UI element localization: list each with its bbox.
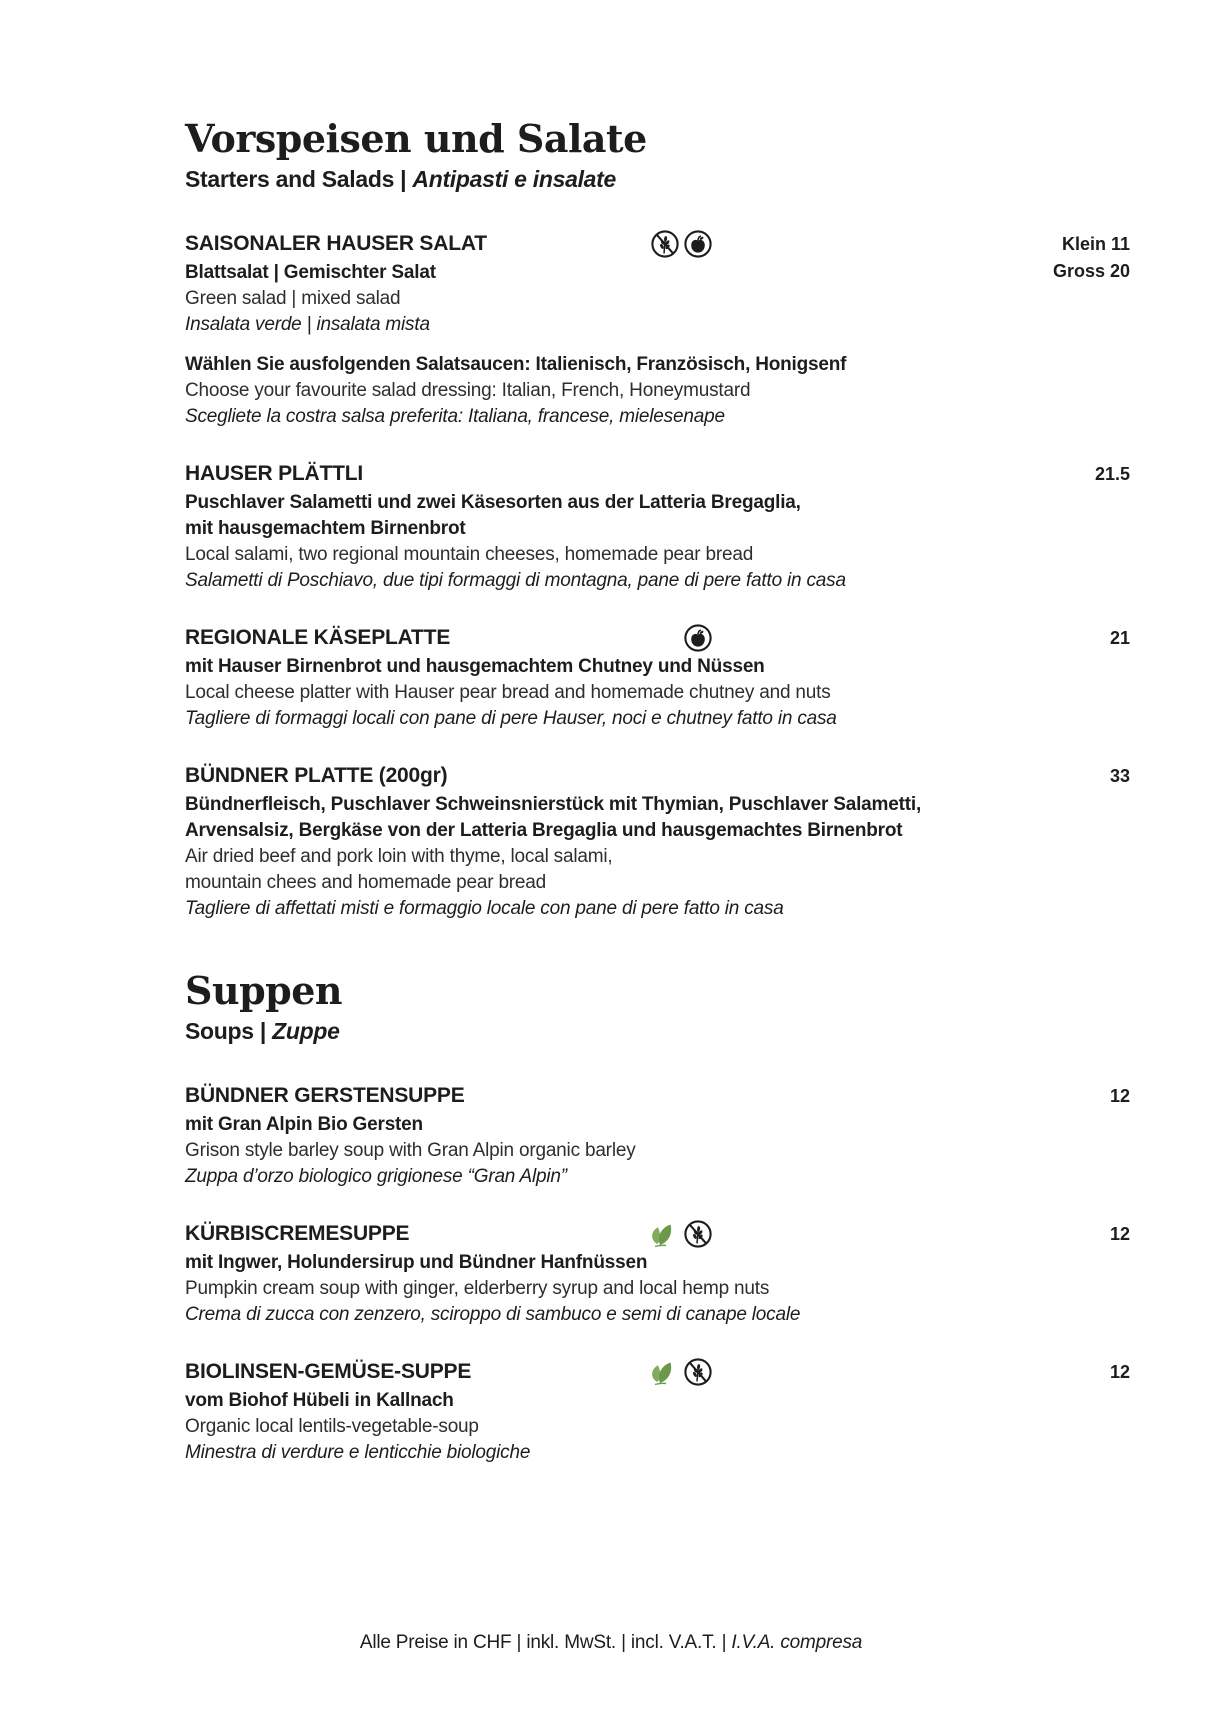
description-de: mit Gran Alpin Bio Gersten bbox=[185, 1114, 423, 1135]
description-it: Insalata verde | insalata mista bbox=[185, 314, 430, 335]
menu-item-regionale-kaeseplatte bbox=[185, 624, 1130, 732]
description-de: Puschlaver Salametti und zwei Käsesorten aus der Latteria Bregaglia, bbox=[185, 492, 801, 513]
menu-item-header bbox=[185, 1082, 1130, 1112]
diet-icons bbox=[637, 1219, 713, 1249]
description-en: Organic local lentils-vegetable-soup bbox=[185, 1416, 479, 1437]
note-en: Choose your favourite salad dressing: Italian, French, Honeymustard bbox=[185, 380, 751, 401]
vegan-leaves-icon bbox=[646, 1219, 680, 1249]
gluten-free-icon bbox=[683, 1219, 713, 1249]
note-de: Wählen Sie ausfolgenden Salatsaucen: Italienisch, Französisch, Honigsenf bbox=[185, 354, 847, 375]
menu-item-header bbox=[185, 460, 1130, 490]
menu-item-buendner-gerstensuppe bbox=[185, 1082, 1130, 1190]
gluten-free-icon bbox=[650, 229, 680, 259]
description-it: Zuppa d’orzo biologico grigionese “Gran Alpin” bbox=[185, 1166, 567, 1187]
description-it: Tagliere di affettati misti e formaggio locale con pane di pere fatto in casa bbox=[185, 898, 784, 919]
section-title: Suppen bbox=[185, 968, 343, 1013]
menu-item-header bbox=[185, 624, 1130, 654]
price-large: Gross 20 bbox=[1052, 261, 1130, 281]
description-de: Arvensalsiz, Bergkäse von der Latteria Bregaglia und hausgemachtes Birnenbrot bbox=[185, 820, 903, 841]
menu-item-title: SAISONALER HAUSER SALAT bbox=[185, 232, 487, 255]
price: 12 bbox=[1109, 1362, 1130, 1382]
footer-price-note bbox=[0, 1632, 1222, 1654]
price-small: Klein 11 bbox=[1061, 234, 1130, 254]
vegetarian-apple-icon bbox=[683, 229, 713, 259]
menu-item-header bbox=[185, 1220, 1130, 1250]
diet-icons bbox=[637, 623, 713, 653]
subtitle-plain: Starters and Salads | bbox=[185, 166, 413, 192]
section-title: Vorspeisen und Salate bbox=[185, 116, 647, 161]
section-subtitle bbox=[185, 1016, 1130, 1046]
section-starters bbox=[185, 118, 1130, 922]
price: 33 bbox=[1109, 766, 1130, 786]
price: 21 bbox=[1109, 628, 1130, 648]
description-de: mit hausgemachtem Birnenbrot bbox=[185, 518, 466, 539]
description-de: Bündnerfleisch, Puschlaver Schweinsnierstück mit Thymian, Puschlaver Salametti, bbox=[185, 794, 922, 815]
section-soups bbox=[185, 970, 1130, 1466]
subtitle-italic: Zuppe bbox=[272, 1018, 340, 1044]
description-de: mit Ingwer, Holundersirup und Bündner Hanfnüssen bbox=[185, 1252, 648, 1273]
footer-plain: Alle Preise in CHF | inkl. MwSt. | incl. V.A.T. | bbox=[359, 1632, 732, 1653]
description-en: Air dried beef and pork loin with thyme, local salami, bbox=[185, 846, 613, 867]
subtitle-italic: Antipasti e insalate bbox=[412, 166, 617, 192]
description-it: Crema di zucca con zenzero, sciroppo di sambuco e semi di canape locale bbox=[185, 1304, 801, 1325]
description-en: Local salami, two regional mountain cheeses, homemade pear bread bbox=[185, 544, 754, 565]
description-it: Salametti di Poschiavo, due tipi formaggi di montagna, pane di pere fatto in casa bbox=[185, 570, 846, 591]
section-subtitle bbox=[185, 164, 1130, 194]
menu-item-biolinsen-gemuese-suppe bbox=[185, 1358, 1130, 1466]
price: 12 bbox=[1109, 1224, 1130, 1244]
price: 21.5 bbox=[1094, 464, 1130, 484]
description-en: Green salad | mixed salad bbox=[185, 288, 401, 309]
gluten-free-icon bbox=[683, 1357, 713, 1387]
menu-item-title: BIOLINSEN-GEMÜSE-SUPPE bbox=[185, 1360, 472, 1383]
salad-dressing-note bbox=[185, 352, 1130, 430]
description-en: mountain chees and homemade pear bread bbox=[185, 872, 547, 893]
vegan-leaves-icon bbox=[646, 1357, 680, 1387]
diet-icons bbox=[637, 1357, 713, 1387]
note-it: Scegliete la costra salsa preferita: Italiana, francese, mielesenape bbox=[185, 406, 725, 427]
menu-item-kuerbiscremesuppe bbox=[185, 1220, 1130, 1328]
price bbox=[1053, 231, 1130, 285]
menu-item-buendner-platte bbox=[185, 762, 1130, 922]
menu-item-saisonaler-hauser-salat bbox=[185, 230, 1130, 430]
description-en: Pumpkin cream soup with ginger, elderberry syrup and local hemp nuts bbox=[185, 1278, 770, 1299]
description-it: Tagliere di formaggi locali con pane di pere Hauser, noci e chutney fatto in casa bbox=[185, 708, 837, 729]
menu-item-title: REGIONALE KÄSEPLATTE bbox=[185, 626, 451, 649]
menu-item-title: BÜNDNER PLATTE (200gr) bbox=[185, 764, 448, 787]
description-de: Blattsalat | Gemischter Salat bbox=[185, 262, 436, 283]
description-de: vom Biohof Hübeli in Kallnach bbox=[185, 1390, 454, 1411]
subtitle-plain: Soups | bbox=[185, 1018, 273, 1044]
menu-item-header bbox=[185, 762, 1130, 792]
menu-item-title: BÜNDNER GERSTENSUPPE bbox=[185, 1084, 465, 1107]
vegetarian-apple-icon bbox=[683, 623, 713, 653]
menu-item-header bbox=[185, 1358, 1130, 1388]
menu-item-title: HAUSER PLÄTTLI bbox=[185, 462, 364, 485]
menu-content bbox=[185, 0, 1130, 1496]
menu-item-title: KÜRBISCREMESUPPE bbox=[185, 1222, 410, 1245]
description-it: Minestra di verdure e lenticchie biologiche bbox=[185, 1442, 531, 1463]
description-en: Grison style barley soup with Gran Alpin organic barley bbox=[185, 1140, 636, 1161]
footer-italic: I.V.A. compresa bbox=[731, 1632, 863, 1653]
diet-icons bbox=[637, 229, 713, 259]
description-en: Local cheese platter with Hauser pear bread and homemade chutney and nuts bbox=[185, 682, 831, 703]
description-de: mit Hauser Birnenbrot und hausgemachtem Chutney und Nüssen bbox=[185, 656, 765, 677]
menu-item-hauser-plaettli bbox=[185, 460, 1130, 594]
price: 12 bbox=[1109, 1086, 1130, 1106]
